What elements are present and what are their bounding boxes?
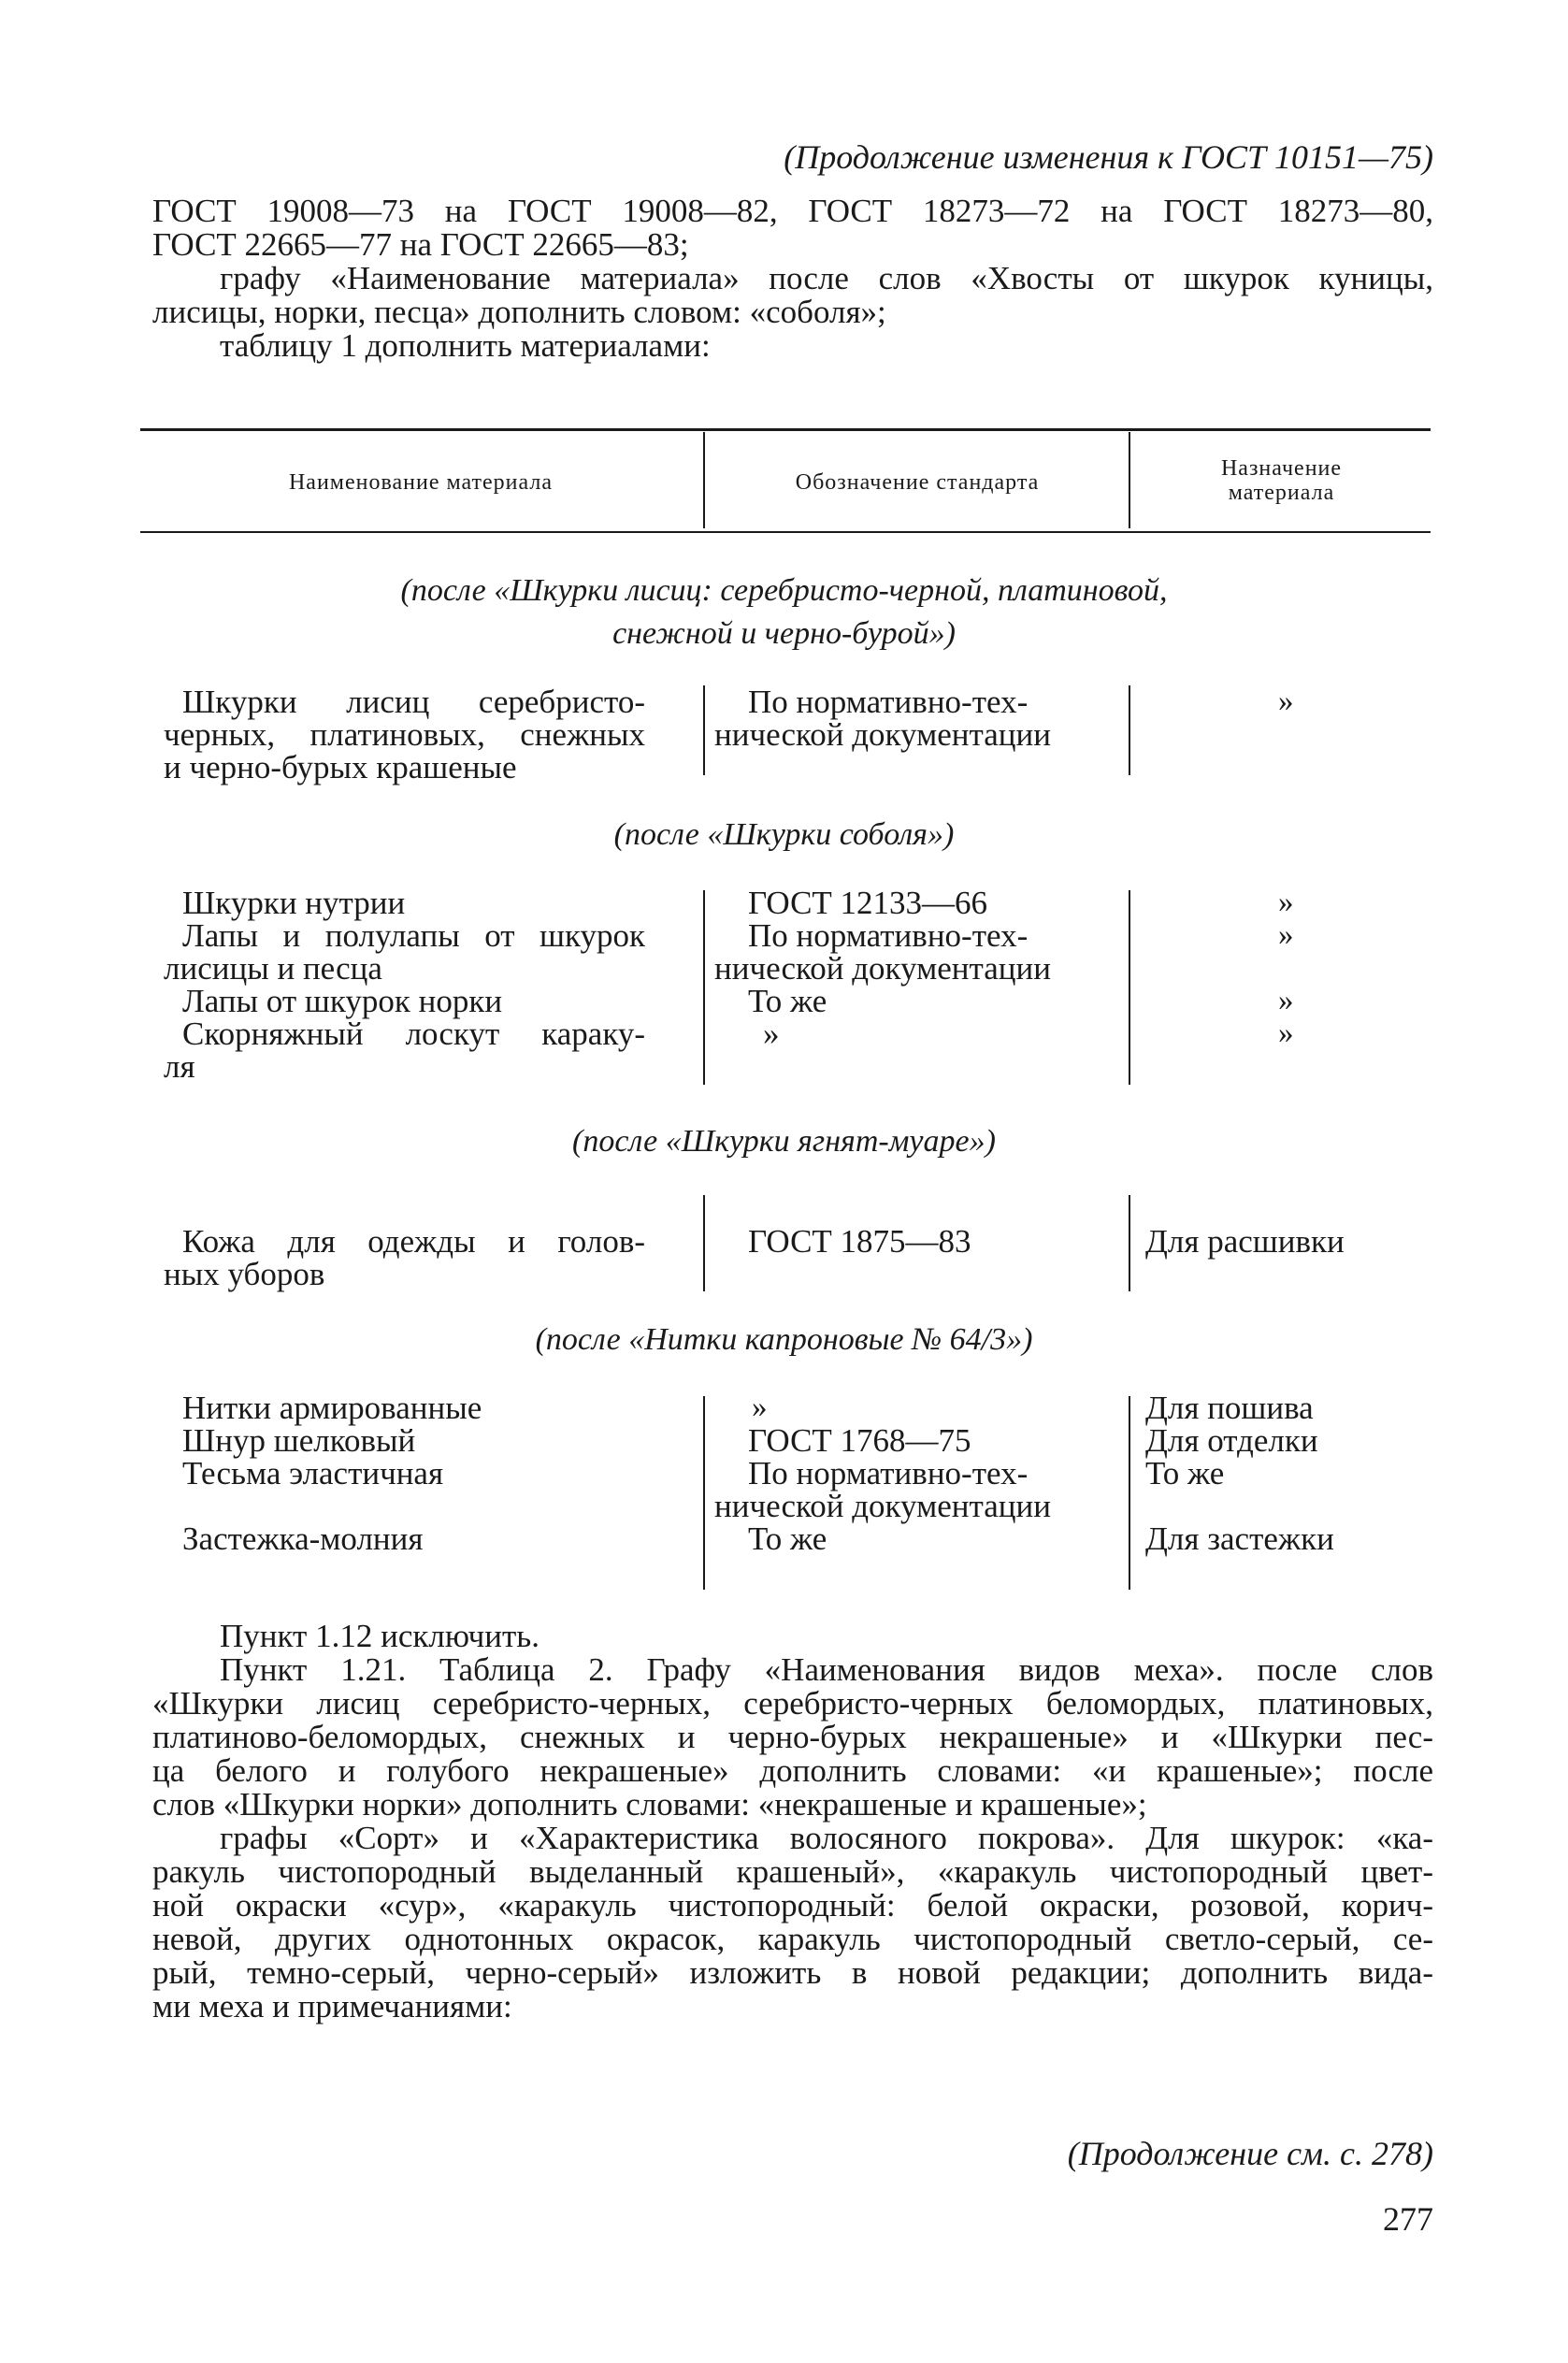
section-caption-4: (после «Нитки капроновые № 64/3») bbox=[535, 1322, 1033, 1357]
group4-name: Нитки армированные Шнур шелковый Тесьма эластичная Застежка-молния bbox=[182, 1390, 482, 1557]
table-top-rule bbox=[140, 428, 1431, 431]
table-header-bottom-rule bbox=[140, 531, 1431, 533]
body-line: платиново-беломордых, снежных и черно-бурых некрашеные» и «Шкурки пес- bbox=[152, 1719, 1433, 1755]
page-number: 277 bbox=[1383, 2200, 1433, 2238]
body-line: невой, других однотонных окрасок, каракуль чистопородный светло-серый, се- bbox=[152, 1921, 1433, 1957]
continuation-footer: (Продолжение см. с. 278) bbox=[1067, 2135, 1433, 2172]
group4-divider-1 bbox=[703, 1396, 705, 1590]
group3-standard: ГОСТ 1875—83 bbox=[748, 1223, 971, 1260]
group4-standard: » ГОСТ 1768—75 По нормативно-тех- нической документации То же bbox=[714, 1390, 1051, 1557]
table-header-divider-1 bbox=[703, 432, 705, 528]
column-header-name: Наименование материала bbox=[288, 470, 554, 495]
body-line: рый, темно-серый, черно-серый» изложить в новой редакции; дополнить вида- bbox=[152, 1954, 1433, 1991]
group3-divider-2 bbox=[1129, 1195, 1130, 1291]
group4-purpose: Для пошива Для отделки То же Для застежки bbox=[1145, 1390, 1334, 1557]
group1-divider-2 bbox=[1129, 685, 1130, 775]
body-line: ной окраски «сур», «каракуль чистопородный: белой окраски, розовой, корич- bbox=[152, 1887, 1433, 1924]
column-header-purpose: Назначение материала bbox=[1220, 456, 1343, 505]
group2-divider-1 bbox=[703, 890, 705, 1085]
body-line: «Шкурки лисиц серебристо-черных, серебристо-черных беломордых, платиновых, bbox=[152, 1685, 1433, 1722]
group2-purpose: » » » » bbox=[1278, 886, 1294, 1050]
group4-divider-2 bbox=[1129, 1396, 1130, 1590]
group1-standard: По нормативно-тех- нической документации bbox=[714, 684, 1051, 753]
intro-line: ГОСТ 19008—73 на ГОСТ 19008—82, ГОСТ 18273—72 на ГОСТ 18273—80, bbox=[152, 193, 1433, 229]
intro-paragraph bbox=[152, 195, 1433, 363]
column-header-standard: Обозначение стандарта bbox=[795, 470, 1040, 495]
group1-purpose: » bbox=[1278, 684, 1294, 718]
group1-name: Шкурки лисиц серебристо- черных, платиновых, снежных и черно-бурых крашеные bbox=[164, 684, 645, 785]
body-line: Пункт 1.21. Таблица 2. Графу «Наименования видов меха». после слов bbox=[220, 1651, 1433, 1688]
body-text bbox=[152, 1620, 1433, 2024]
group2-divider-2 bbox=[1129, 890, 1130, 1085]
body-line: графы «Сорт» и «Характеристика волосяного покрова». Для шкурок: «ка- bbox=[220, 1820, 1433, 1856]
intro-line: таблицу 1 дополнить материалами: bbox=[220, 327, 711, 364]
body-line: Пункт 1.12 исключить. bbox=[220, 1618, 539, 1654]
group2-standard: ГОСТ 12133—66 По нормативно-тех- нической документации То же » bbox=[714, 885, 1051, 1052]
intro-line: графу «Наименование материала» после слов «Хвосты от шкурок куницы, bbox=[220, 260, 1433, 296]
group3-name: Кожа для одежды и голов- ных уборов bbox=[164, 1223, 645, 1292]
intro-line: ГОСТ 22665—77 на ГОСТ 22665—83; bbox=[152, 226, 689, 263]
body-line: ми меха и примечаниями: bbox=[152, 1988, 512, 2024]
section-caption-2: (после «Шкурки соболя») bbox=[613, 817, 955, 852]
table-header-divider-2 bbox=[1129, 432, 1130, 528]
group3-divider-1 bbox=[703, 1195, 705, 1291]
intro-line: лисицы, норки, песца» дополнить словом: «соболя»; bbox=[152, 294, 886, 330]
body-line: ца белого и голубого некрашеные» дополнить словами: «и крашеные»; после bbox=[152, 1752, 1433, 1789]
group2-name: Шкурки нутрии Лапы и полулапы от шкурок лисицы и песца Лапы от шкурок норки Скорняжный лоскут караку- ля bbox=[164, 885, 645, 1085]
continuation-header: (Продолжение изменения к ГОСТ 10151—75) bbox=[784, 138, 1433, 176]
body-line: слов «Шкурки норки» дополнить словами: «некрашеные и крашеные»; bbox=[152, 1786, 1147, 1823]
group1-divider-1 bbox=[703, 685, 705, 775]
section-caption-1: (после «Шкурки лисиц: серебристо-черной, платиновой, снежной и черно-бурой») bbox=[400, 573, 1168, 651]
section-caption-3: (после «Шкурки ягнят-муаре») bbox=[572, 1124, 996, 1159]
group3-purpose: Для расшивки bbox=[1145, 1223, 1345, 1260]
body-line: ракуль чистопородный выделанный крашеный», «каракуль чистопородный цвет- bbox=[152, 1853, 1433, 1890]
